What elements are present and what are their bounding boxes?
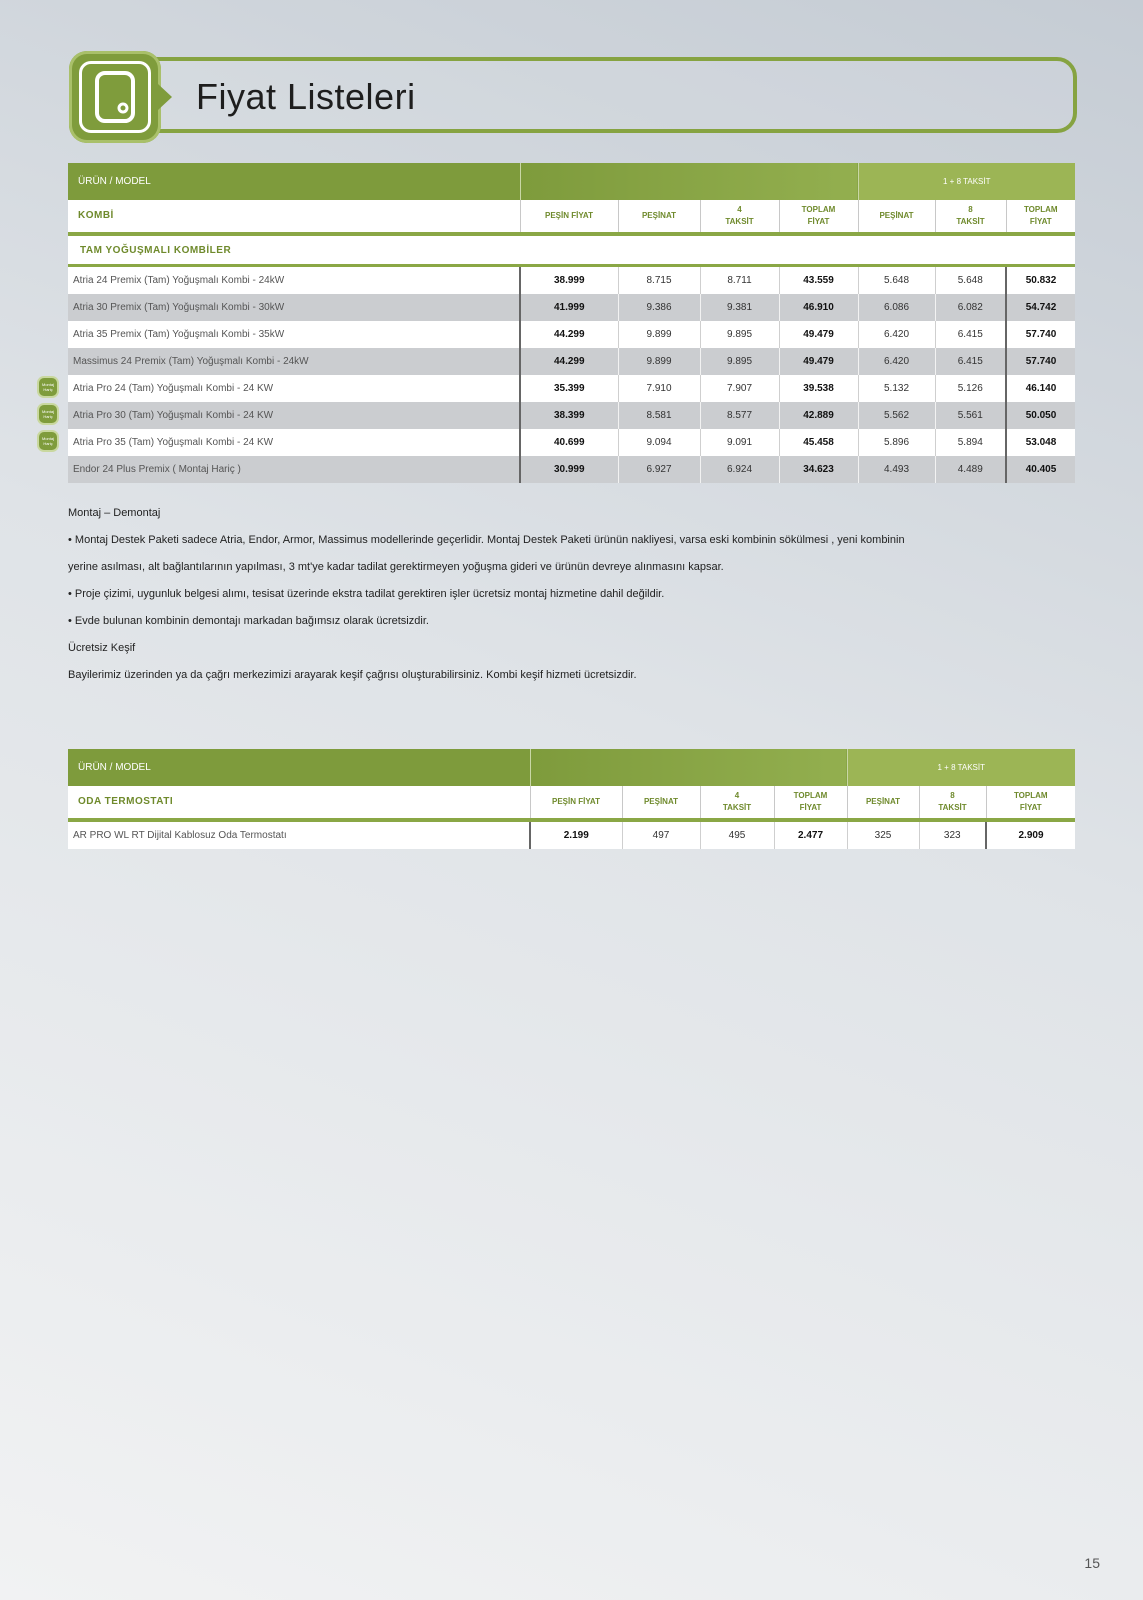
price-cell-p: 38.999 [520, 266, 618, 295]
price-cell-p: 44.299 [520, 321, 618, 348]
installment-header-label: 1 + 8 TAKSİT [847, 749, 1075, 786]
category-label: ODA TERMOSTATI [68, 786, 530, 820]
page-title: Fiyat Listeleri [196, 76, 416, 117]
col-8-taksit: 8 TAKSİT [919, 786, 986, 820]
price-cell-d1: 497 [622, 820, 700, 849]
page-number: 15 [1084, 1555, 1100, 1571]
price-cell-t8: 6.082 [935, 294, 1006, 321]
price-cell-tot1: 39.538 [779, 375, 858, 402]
product-name: Atria 24 Premix (Tam) Yoğuşmalı Kombi - 24kW [68, 266, 520, 295]
price-cell-d2: 5.562 [858, 402, 935, 429]
price-cell-tot1: 45.458 [779, 429, 858, 456]
price-cell-tot2: 50.832 [1006, 266, 1075, 295]
price-cell-d1: 7.910 [618, 375, 700, 402]
col-pesin-fiyat: PEŞİN FİYAT [520, 200, 618, 234]
price-cell-t4: 495 [700, 820, 774, 849]
cash-header-cell [520, 163, 858, 200]
table-row [68, 266, 1075, 295]
table-row [68, 456, 1075, 483]
price-cell-tot2: 46.140 [1006, 375, 1075, 402]
price-cell-d2: 5.648 [858, 266, 935, 295]
price-cell-t4: 9.895 [700, 348, 779, 375]
price-cell-t8: 6.415 [935, 348, 1006, 375]
price-cell-d2: 6.420 [858, 348, 935, 375]
price-cell-p: 2.199 [530, 820, 622, 849]
product-name: Endor 24 Plus Premix ( Montaj Hariç ) [68, 456, 520, 483]
price-cell-t8: 323 [919, 820, 986, 849]
price-cell-p: 41.999 [520, 294, 618, 321]
thermostat-price-table [68, 749, 1075, 849]
price-cell-tot1: 49.479 [779, 348, 858, 375]
cash-header-cell [530, 749, 847, 786]
price-cell-tot1: 46.910 [779, 294, 858, 321]
price-cell-tot2: 53.048 [1006, 429, 1075, 456]
kombi-price-table [41, 163, 1075, 483]
col-pesin-fiyat: PEŞİN FİYAT [530, 786, 622, 820]
price-cell-t4: 6.924 [700, 456, 779, 483]
col-pesinat: PEŞİNAT [622, 786, 700, 820]
price-cell-t4: 7.907 [700, 375, 779, 402]
table-row [68, 375, 1075, 402]
product-name: Massimus 24 Premix (Tam) Yoğuşmalı Kombi - 24kW [68, 348, 520, 375]
product-name: AR PRO WL RT Dijital Kablosuz Oda Termostatı [68, 820, 530, 849]
price-cell-tot2: 50.050 [1006, 402, 1075, 429]
price-cell-t4: 9.895 [700, 321, 779, 348]
price-cell-d1: 9.386 [618, 294, 700, 321]
product-name: Atria Pro 30 (Tam) Yoğuşmalı Kombi - 24 KW Montaj Hariç [68, 402, 520, 429]
price-cell-t4: 9.381 [700, 294, 779, 321]
price-cell-tot1: 2.477 [774, 820, 847, 849]
montaj-haric-badge: Montaj Hariç [37, 430, 59, 452]
price-cell-tot2: 54.742 [1006, 294, 1075, 321]
table-row [68, 402, 1075, 429]
price-cell-tot1: 42.889 [779, 402, 858, 429]
price-cell-tot1: 34.623 [779, 456, 858, 483]
col-toplam-fiyat: TOPLAM FİYAT [779, 200, 858, 234]
price-cell-d1: 8.581 [618, 402, 700, 429]
col-toplam-fiyat-2: TOPLAM FİYAT [986, 786, 1075, 820]
price-cell-p: 30.999 [520, 456, 618, 483]
col-4-taksit: 4 TAKSİT [700, 786, 774, 820]
price-cell-tot1: 49.479 [779, 321, 858, 348]
price-cell-tot2: 2.909 [986, 820, 1075, 849]
notes-block [68, 505, 1068, 694]
montaj-haric-badge: Montaj Hariç [37, 403, 59, 425]
price-cell-d2: 5.896 [858, 429, 935, 456]
product-name: Atria 35 Premix (Tam) Yoğuşmalı Kombi - 35kW [68, 321, 520, 348]
notes-line: • Evde bulunan kombinin demontajı markadan bağımsız olarak ücretsizdir. [68, 615, 429, 627]
price-cell-p: 38.399 [520, 402, 618, 429]
price-cell-d1: 9.899 [618, 348, 700, 375]
table-row [68, 348, 1075, 375]
price-cell-d2: 6.086 [858, 294, 935, 321]
model-header-label: ÜRÜN / MODEL [68, 163, 520, 200]
col-pesinat-2: PEŞİNAT [847, 786, 919, 820]
price-cell-t8: 4.489 [935, 456, 1006, 483]
notes-heading-kesif: Ücretsiz Keşif [68, 642, 136, 654]
price-cell-t8: 5.126 [935, 375, 1006, 402]
price-cell-p: 40.699 [520, 429, 618, 456]
price-cell-tot2: 40.405 [1006, 456, 1075, 483]
table-row [68, 429, 1075, 456]
section-title: TAM YOĞUŞMALI KOMBİLER [68, 234, 1075, 266]
price-cell-t8: 5.894 [935, 429, 1006, 456]
price-cell-t8: 5.648 [935, 266, 1006, 295]
montaj-haric-badge: Montaj Hariç [37, 376, 59, 398]
notes-line: • Proje çizimi, uygunluk belgesi alımı, tesisat üzerinde ekstra tadilat gerektiren işler ücretsiz montaj hizmetine dahil değildir. [68, 588, 665, 600]
price-cell-d2: 5.132 [858, 375, 935, 402]
boiler-icon [93, 70, 137, 124]
price-cell-t4: 8.711 [700, 266, 779, 295]
banner-arrow [158, 84, 172, 110]
price-cell-d1: 9.899 [618, 321, 700, 348]
table-row [68, 294, 1075, 321]
price-cell-t4: 8.577 [700, 402, 779, 429]
price-cell-t4: 9.091 [700, 429, 779, 456]
notes-line: • Montaj Destek Paketi sadece Atria, Endor, Armor, Massimus modellerinde geçerlidir. Montaj Destek Paketi ürünün nakliyesi, varsa eski kombinin sökülmesi , yeni kombinin [68, 534, 905, 546]
price-cell-d1: 9.094 [618, 429, 700, 456]
installment-header-label: 1 + 8 TAKSİT [858, 163, 1075, 200]
boiler-icon-badge [69, 51, 161, 143]
col-toplam-fiyat-2: TOPLAM FİYAT [1006, 200, 1075, 234]
product-name: Atria Pro 24 (Tam) Yoğuşmalı Kombi - 24 KW Montaj Hariç [68, 375, 520, 402]
product-name: Atria Pro 35 (Tam) Yoğuşmalı Kombi - 24 KW Montaj Hariç [68, 429, 520, 456]
product-name: Atria 30 Premix (Tam) Yoğuşmalı Kombi - 30kW [68, 294, 520, 321]
col-pesinat-2: PEŞİNAT [858, 200, 935, 234]
price-cell-p: 44.299 [520, 348, 618, 375]
price-cell-d1: 6.927 [618, 456, 700, 483]
table-row [68, 321, 1075, 348]
price-cell-d1: 8.715 [618, 266, 700, 295]
price-cell-tot1: 43.559 [779, 266, 858, 295]
price-cell-tot2: 57.740 [1006, 321, 1075, 348]
price-cell-d2: 6.420 [858, 321, 935, 348]
notes-heading-montaj: Montaj – Demontaj [68, 507, 161, 519]
col-pesinat: PEŞİNAT [618, 200, 700, 234]
price-cell-t8: 5.561 [935, 402, 1006, 429]
notes-line: Bayilerimiz üzerinden ya da çağrı merkezimizi arayarak keşif çağrısı oluşturabilirsiniz. Kombi keşif hizmeti ücretsizdir. [68, 669, 637, 681]
price-cell-d2: 4.493 [858, 456, 935, 483]
price-cell-tot2: 57.740 [1006, 348, 1075, 375]
col-8-taksit: 8 TAKSİT [935, 200, 1006, 234]
category-label: KOMBİ [68, 200, 520, 234]
table-row [68, 820, 1075, 849]
notes-line: yerine asılması, alt bağlantılarının yapılması, 3 mt'ye kadar tadilat gerektirmeyen yoğuşma gideri ve ürünün devreye alınmasını kapsar. [68, 561, 724, 573]
col-4-taksit: 4 TAKSİT [700, 200, 779, 234]
price-cell-t8: 6.415 [935, 321, 1006, 348]
price-cell-p: 35.399 [520, 375, 618, 402]
price-cell-d2: 325 [847, 820, 919, 849]
model-header-label: ÜRÜN / MODEL [68, 749, 530, 786]
col-toplam-fiyat: TOPLAM FİYAT [774, 786, 847, 820]
